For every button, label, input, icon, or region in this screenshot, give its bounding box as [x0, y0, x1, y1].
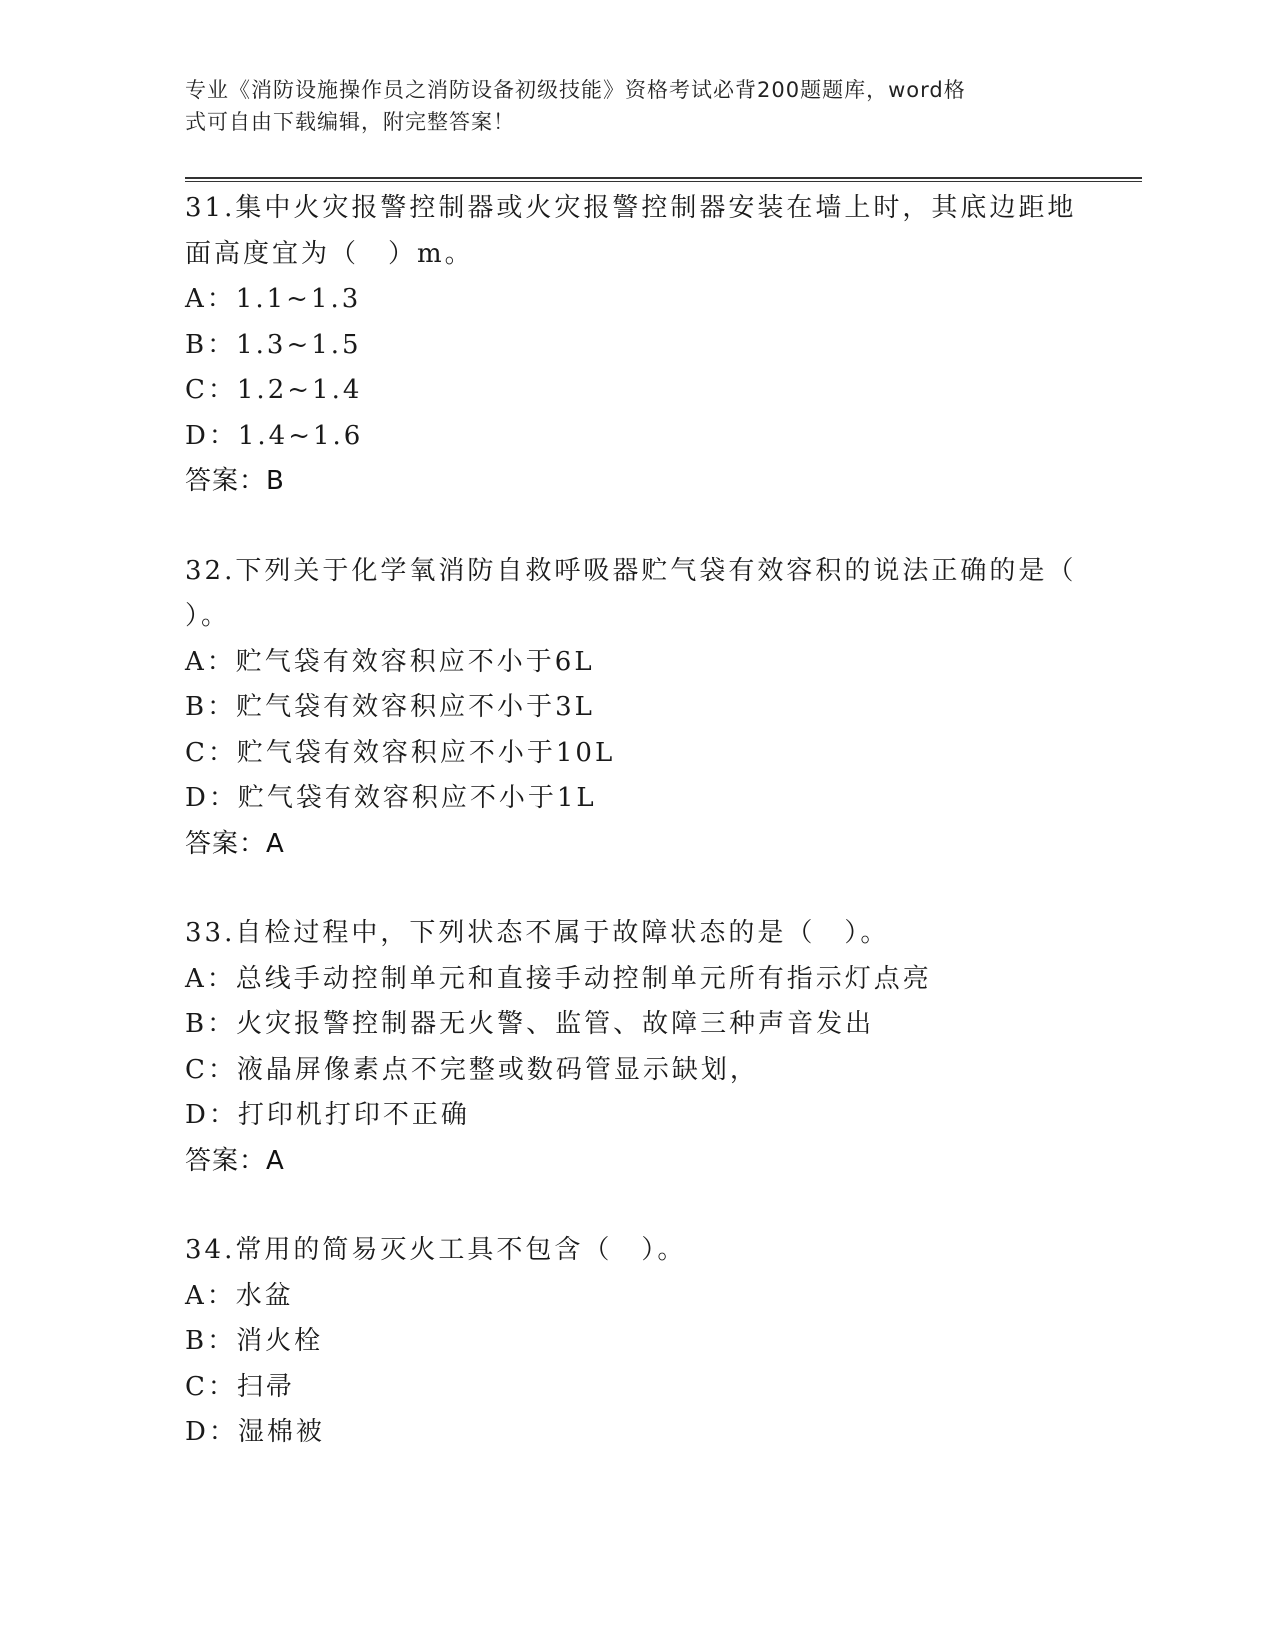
question-stem: 34.常用的简易灭火工具不包含（ ）。	[185, 1235, 687, 1265]
option-c: C：扫帚	[185, 1371, 295, 1402]
question-stem: 31.集中火灾报警控制器或火灾报警控制器安装在墙上时，其底边距地	[185, 193, 1077, 223]
option-a: A：总线手动控制单元和直接手动控制单元所有指示灯点亮	[185, 963, 932, 994]
option-a: A：1.1~1.3	[185, 284, 362, 314]
question-34	[185, 1228, 1085, 1456]
option-d: D：打印机打印不正确	[185, 1100, 470, 1130]
answer-key: 答案：A	[185, 1145, 285, 1176]
option-a: A：水盆	[185, 1280, 294, 1311]
question-stem: 32.下列关于化学氧消防自救呼吸器贮气袋有效容积的说法正确的是（	[185, 555, 1077, 586]
option-b: B：1.3~1.5	[185, 329, 362, 360]
header-divider	[185, 177, 1142, 182]
option-d: D：湿棉被	[185, 1417, 325, 1447]
answer-key: 答案：A	[185, 828, 285, 859]
option-d: D：贮气袋有效容积应不小于1L	[185, 783, 597, 813]
header-line-2: 式可自由下载编辑，附完整答案！	[185, 110, 515, 134]
option-b: B：消火栓	[185, 1326, 324, 1356]
document-header	[185, 74, 1065, 138]
question-list	[185, 186, 1085, 1456]
option-c: C：液晶屏像素点不完整或数码管显示缺划，	[185, 1054, 759, 1085]
question-stem: ）。	[185, 601, 231, 631]
option-d: D：1.4~1.6	[185, 420, 364, 451]
option-a: A：贮气袋有效容积应不小于6L	[185, 646, 595, 677]
header-line-1: 专业《消防设施操作员之消防设备初级技能》资格考试必背200题题库，word格	[185, 78, 966, 102]
option-c: C：贮气袋有效容积应不小于10L	[185, 737, 616, 768]
answer-key: 答案：B	[185, 466, 285, 496]
option-b: B：火灾报警控制器无火警、监管、故障三种声音发出	[185, 1009, 875, 1039]
question-32	[185, 549, 1085, 868]
question-33	[185, 911, 1085, 1184]
question-31	[185, 186, 1085, 505]
question-stem: 33.自检过程中，下列状态不属于故障状态的是（ ）。	[185, 918, 890, 948]
option-b: B：贮气袋有效容积应不小于3L	[185, 692, 595, 722]
question-stem: 面高度宜为（ ）m。	[185, 238, 474, 269]
option-c: C：1.2~1.4	[185, 375, 363, 405]
